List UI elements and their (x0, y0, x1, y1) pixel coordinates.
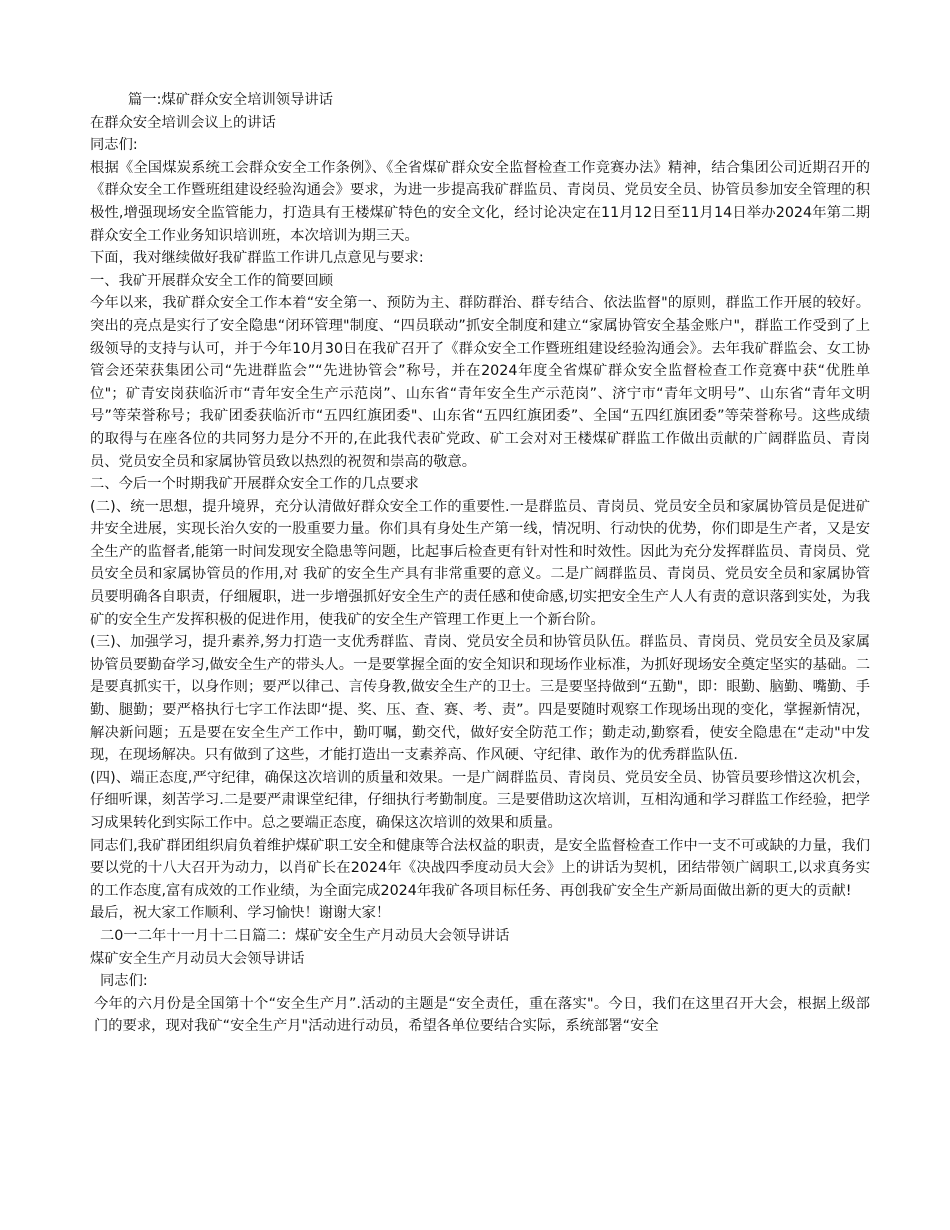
doc-title: 篇一:煤矿群众安全培训领导讲话 (128, 92, 333, 108)
salutation: 同志们: (90, 137, 138, 154)
intro-paragraph: 根据《全国煤炭系统工会群众安全工作条例》、《全省煤矿群众安全监督检查工作竞赛办法》精神，结合集团公司近期召开的《群众安全工作暨班组建设经验沟通会》要求，为进一步提高我矿群监员、青岗员、党员安全员、协管员参加安全管理的积极性,增强现场安全监管能力，打造具有王楼煤矿特色的安全文化，经讨论决定在11月12日至11月14日举办2024年第二期群众安全工作业务知识培训班，本次培训为期三天。 (90, 159, 870, 244)
requirement-paragraph-4: (四)、端正态度,严守纪律，确保这次培训的质量和效果。一是广阔群监员、青岗员、党员安全员、协管员要珍惜这次机会，仔细听课，刻苦学习.二是要严肃课堂纪律，仔细执行考勤制度。三是要借助这次培训，互相沟通和学习群监工作经验，把学习成果转化到实际工作中。总之要端正态度，确保这次培训的效果和质量。 (90, 769, 870, 831)
closing-line: 最后，祝大家工作顺利、学习愉快！谢谢大家！ (90, 905, 391, 922)
requirement-paragraph-2: (二)、统一思想，提升境界，充分认清做好群众安全工作的重要性.一是群监员、青岗员、党员安全员和家属协管员是促进矿井安全进展，实现长治久安的一股重要力量。你们具有身处生产第一线，情况明、行动快的优势，你们即是生产者，又是安全生产的监督者,能第一时间发现安全隐患等问题，比起事后检查更有针对性和时效性。因此为充分发挥群监员、青岗员、党员安全员和家属协管员的作用,对 我矿的安全生产具有非常重要的意义。二是广阔群监员、青岗员、党员安全员和家属协管员要明确各自职责，仔细履职，进一步增强抓好安全生产的责任感和使命感,切实把安全生产人人有责的意识落到实处，为我矿的安全生产发挥积极的促进作用，使我矿的安全生产管理工作更上一个新台阶。 (90, 498, 870, 628)
section-heading-1: 一、我矿开展群众安全工作的简要回顾 (90, 272, 334, 289)
transition-line: 下面，我对继续做好我矿群监工作讲几点意见与要求: (90, 250, 424, 267)
conclusion-paragraph: 同志们,我矿群团组织肩负着维护煤矿职工安全和健康等合法权益的职责，是安全监督检查工作中一支不可或缺的力量，我们要以党的十八大召开为动力，以肖矿长在2024年《决战四季度动员大会》上的讲话为契机，团结带领广阔职工,以求真务实的工作态度,富有成效的工作业绩，为全面完成2024年我矿各项目标任务、再创我矿安全生产新局面做出新的更大的贡献! (90, 837, 870, 899)
section-heading-2: 二、今后一个时期我矿开展群众安全工作的几点要求 (90, 476, 419, 493)
requirement-paragraph-3: (三)、加强学习，提升素养,努力打造一支优秀群监、青岗、党员安全员和协管员队伍。群监员、青岗员、党员安全员及家属协管员要勤奋学习,做安全生产的带头人。一是要掌握全面的安全知识和现场作业标准，为抓好现场安全奠定坚实的基础。二是要真抓实干，以身作则；要严以律己、言传身教,做安全生产的卫士。三是要坚持做到“五勤"，即：眼勤、脑勤、嘴勤、手勤、腿勤；要严格执行七字工作法即“提、奖、压、查、赛、考、责”。四是要随时观察工作现场出现的变化，掌握新情况，解决新问题；五是要在安全生产工作中，勤叮嘱，勤交代，做好安全防范工作；勤走动,勤察看，使安全隐患在“走动"中发现，在现场解决。只有做到了这些，才能打造出一支素养高、作风硬、守纪律、敢作为的优秀群监队伍. (90, 634, 870, 764)
second-subtitle: 煤矿安全生产月动员大会领导讲话 (90, 950, 305, 967)
second-salutation: 同志们: (100, 973, 148, 990)
date-and-second-title: 二0一二年十一月十二日篇二：煤矿安全生产月动员大会领导讲话 (100, 927, 510, 944)
safety-month-paragraph: 今年的六月份是全国第十个“安全生产月”.活动的主题是“安全责任，重在落实"。今日，我们在这里召开大会，根据上级部门的要求，现对我矿“安全生产月"活动进行动员，希望各单位要结合实际，系统部署“安全 (94, 995, 870, 1035)
document-page (90, 89, 870, 1038)
review-paragraph: 今年以来，我矿群众安全工作本着“安全第一、预防为主、群防群治、群专结合、依法监督"的原则，群监工作开展的较好。突出的亮点是实行了安全隐患“闭环管理"制度、“四员联动”抓安全制度和建立“家属协管安全基金账户"，群监工作受到了上级领导的支持与认可，并于今年10月30日在我矿召开了《群众安全工作暨班组建设经验沟通会》。去年我矿群监会、女工协管会还荣获集团公司“先进群监会”“先进协管会”称号，并在2024年度全省煤矿群众安全监督检查工作竞赛中获“优胜单位"；矿青安岗获临沂市“青年安全生产示范岗”、山东省“青年安全生产示范岗”、济宁市“青年文明号”、山东省“青年文明号”等荣誉称号；我矿团委获临沂市“五四红旗团委"、山东省“五四红旗团委”、全国“五四红旗团委”等荣誉称号。这些成绩的取得与在座各位的共同努力是分不开的,在此我代表矿党政、矿工会对对王楼煤矿群监工作做出贡献的广阔群监员、青岗员、党员安全员和家属协管员致以热烈的祝贺和崇高的敬意。 (90, 295, 870, 470)
doc-subtitle: 在群众安全培训会议上的讲话 (90, 114, 276, 131)
